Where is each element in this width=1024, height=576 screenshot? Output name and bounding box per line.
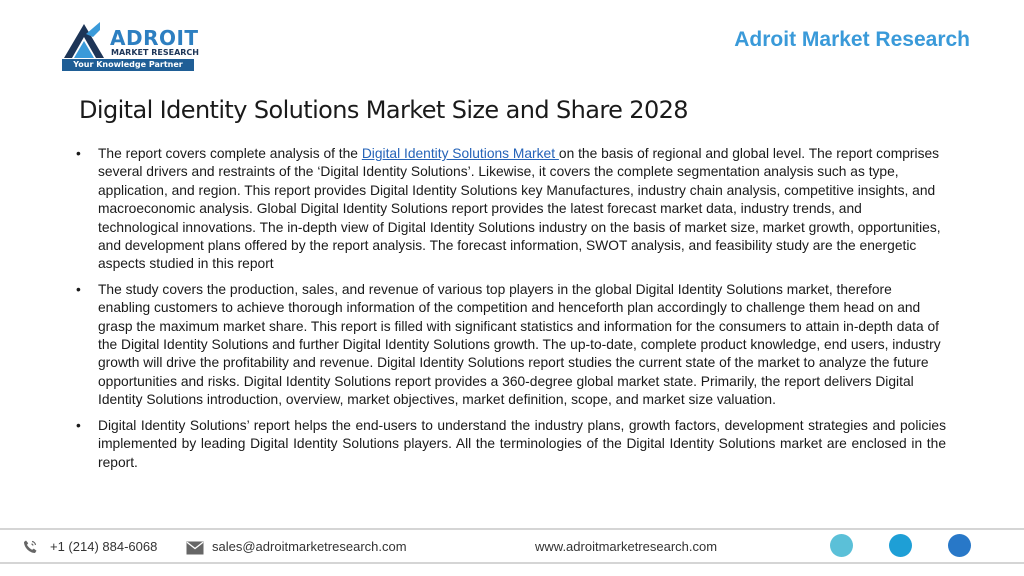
bullet-marker: •: [76, 417, 81, 433]
logo-tagline: Your Knowledge Partner: [62, 59, 194, 71]
paragraph-text-start: The report covers complete analysis of the: [98, 146, 362, 161]
phone-icon: [22, 539, 38, 555]
footer: [0, 537, 1024, 559]
market-report-link[interactable]: Digital Identity Solutions Market: [361, 146, 559, 161]
logo-subtitle: MARKET RESEARCH: [111, 48, 199, 57]
footer-website: [535, 537, 717, 557]
logo-wordmark: ADROIT: [110, 26, 199, 50]
decorative-dot-3: [948, 534, 971, 557]
mail-icon: [186, 541, 204, 555]
bullet-paragraph: [76, 281, 946, 410]
brand-name: Adroit Market Research: [734, 28, 970, 51]
bullet-marker: •: [76, 146, 81, 161]
bullet-paragraph: [76, 145, 946, 274]
phone-number[interactable]: +1 (214) 884-6068: [50, 539, 158, 554]
paragraph-text: Digital Identity Solutions’ report helps the end-users to understand the industry plans, growth factors, development strategies and policies implemented by leading Digital Identity Solutions players. All the terminologies of the Digital Identity Solutions market are enclosed in the report.: [98, 417, 946, 470]
logo-mark-icon: [60, 20, 110, 60]
bullet-paragraph: [76, 417, 946, 472]
decorative-dot-1: [830, 534, 853, 557]
footer-divider-top: [0, 528, 1024, 530]
bullet-marker: •: [76, 281, 81, 297]
paragraph-text-end: on the basis of regional and global level. The report comprises several drivers and restraints of the ‘Digital Identity Solutions’. Likewise, it covers the complete segmentation analysis such as type, application, and region. This report provides Digital Identity Solutions key Manufactures, industry chain analysis, competitive insights, and macroeconomic analysis. Global Digital Identity Solutions report provides the latest forecast market data, industry trends, and technological innovations. The in-depth view of Digital Identity Solutions industry on the basis of market size, market growth, opportunities, and development plans offered by the report analysis. The forecast information, SWOT analysis, and feasibility study are the energetic aspects studied in this report: [98, 146, 941, 272]
decorative-dot-2: [889, 534, 912, 557]
footer-divider-bottom: [0, 562, 1024, 564]
page-title: Digital Identity Solutions Market Size and Share 2028: [79, 96, 688, 124]
email-address[interactable]: sales@adroitmarketresearch.com: [212, 539, 407, 554]
website-url[interactable]: www.adroitmarketresearch.com: [535, 539, 718, 554]
company-logo: [60, 20, 200, 76]
content-body: [76, 145, 946, 479]
paragraph-text: The study covers the production, sales, and revenue of various top players in the global Digital Identity Solutions market, therefore enabling customers to achieve thorough information of the competition and henceforth plan accordingly to challenge them head on and grasp the maximum market share. This report is filled with significant statistics and information for the consumers to attain in-depth data of the Digital Identity Solutions and further Digital Identity Solutions growth. The up-to-date, complete product knowledge, end users, industry growth will drive the profitability and revenue. Digital Identity Solutions report studies the current state of the market to analyze the future opportunities and risks. Digital Identity Solutions report provides a 360-degree global market state. Primarily, the report delivers Digital Identity Solutions introduction, overview, market objectives, market definition, scope, and market size valuation.: [98, 281, 941, 408]
